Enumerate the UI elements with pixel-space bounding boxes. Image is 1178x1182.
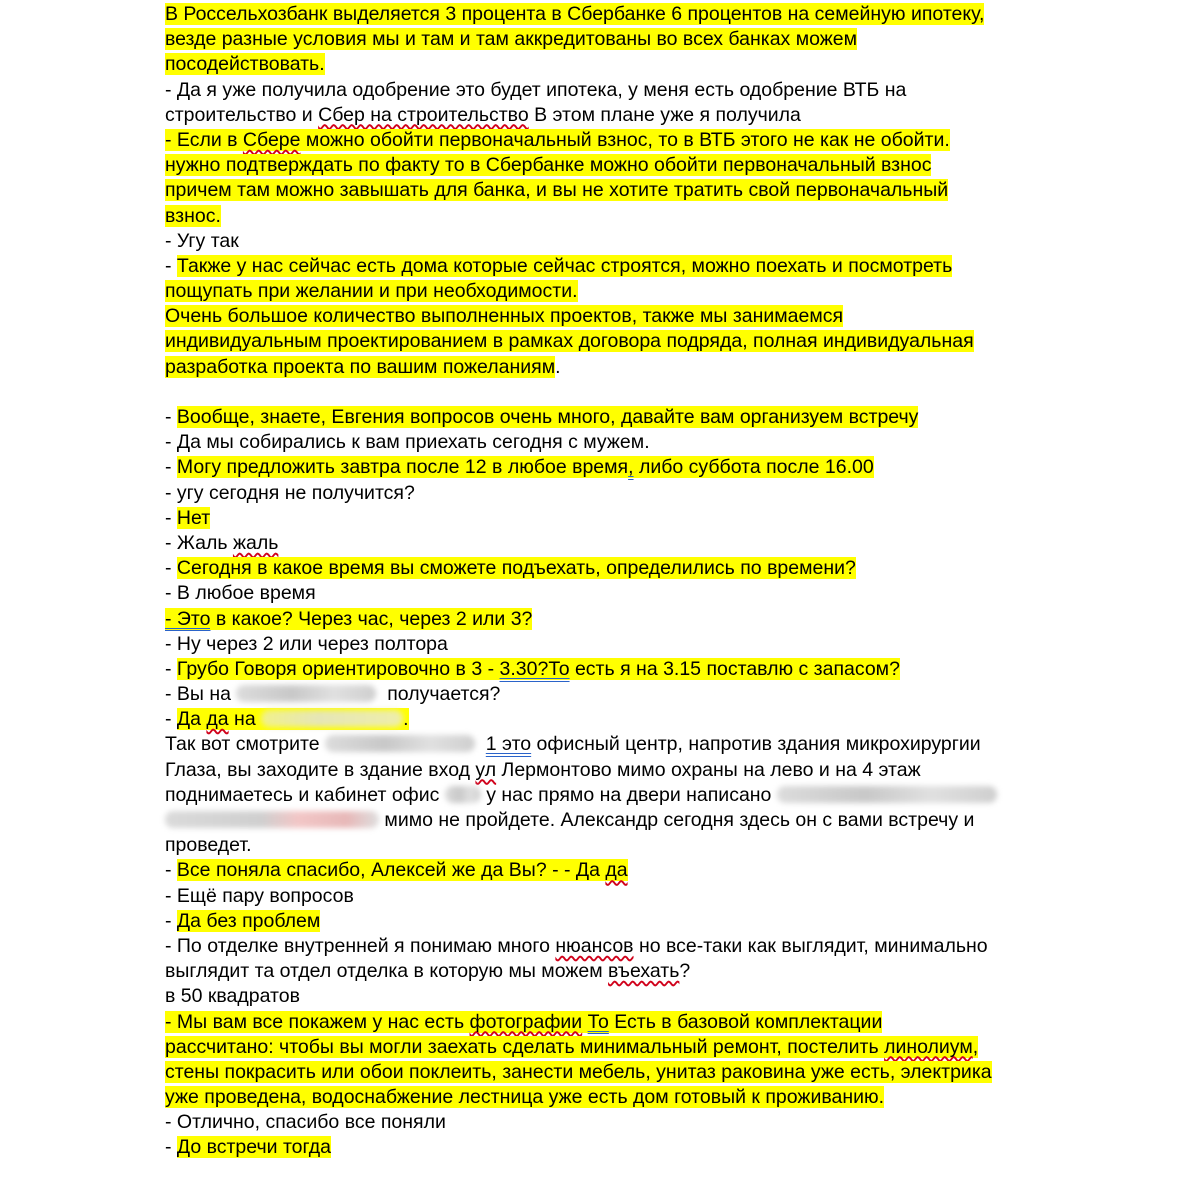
- text-line: [165, 481, 1105, 506]
- highlighted-text: нужно подтверждать по факту то в Сбербанке можно обойти первоначальный взнос: [165, 154, 932, 177]
- text: ,: [972, 1035, 979, 1058]
- grammar-error[interactable]: - Это: [165, 607, 211, 630]
- text-line: [165, 355, 1105, 380]
- highlighted-text: Вообще, знаете, Евгения вопросов очень много, давайте вам организуем встречу: [176, 406, 919, 428]
- redacted-text: [165, 811, 379, 828]
- text-line: [165, 758, 1105, 783]
- text: у нас прямо на двери написано: [480, 783, 777, 806]
- text-line: [165, 128, 1105, 153]
- text: выглядит та отдел отделка в которую мы можем: [165, 960, 609, 983]
- text-line: [165, 27, 1105, 52]
- highlighted-text: До встречи тогда: [176, 1136, 331, 1159]
- text-line: [165, 52, 1105, 77]
- highlighted-text: Нет: [176, 506, 211, 529]
- redacted-text: [325, 735, 475, 752]
- text: Все поняла спасибо, Алексей же да Вы? - - Да: [176, 859, 606, 882]
- text: Грубо Говоря ориентировочно в 3 -: [176, 657, 500, 680]
- highlighted-text: везде разные условия мы и там и там аккредитованы во всех банках можем: [165, 28, 858, 51]
- text-line: [165, 229, 1105, 254]
- grammar-error[interactable]: 3.30?То: [499, 657, 570, 680]
- text-line: [165, 707, 1105, 732]
- text-line: [165, 506, 1105, 531]
- spelling-error[interactable]: нюансов: [555, 934, 634, 957]
- text: есть я на 3.15 поставлю с запасом?: [569, 657, 900, 680]
- text-line: [165, 581, 1105, 606]
- text: рассчитано: чтобы вы могли заехать сделать минимальный ремонт, постелить: [165, 1035, 885, 1058]
- highlighted-text: Сегодня в какое время вы сможете подъехать, определились по времени?: [176, 557, 856, 580]
- text: строительство и: [165, 103, 319, 126]
- text: мимо не пройдете. Александр сегодня здесь он с вами встречу и: [379, 809, 975, 831]
- text-line: [165, 204, 1105, 229]
- redacted-text: [445, 786, 481, 803]
- text: - В любое время: [165, 582, 316, 605]
- text: Да: [176, 708, 207, 731]
- grammar-error[interactable]: 1 это: [485, 733, 532, 756]
- highlighted-text: индивидуальным проектированием в рамках договора подряда, полная индивидуальная: [165, 330, 974, 353]
- text: - Да мы собирались к вам приехать сегодня с мужем.: [165, 431, 650, 454]
- spelling-error[interactable]: жаль: [232, 531, 279, 554]
- highlighted-text: причем там можно завышать для банка, и вы не хотите тратить свой первоначальный: [165, 179, 949, 202]
- highlighted-text: [165, 1036, 978, 1058]
- text: -: [165, 506, 177, 529]
- text: - По отделке внутренней я понимаю много: [165, 934, 556, 957]
- text: Так вот смотрите: [165, 733, 325, 756]
- text: - Вы на: [165, 683, 237, 706]
- text-line: [165, 78, 1105, 103]
- text: получается?: [387, 683, 501, 706]
- highlighted-text: взнос.: [165, 204, 221, 227]
- text-line: [165, 808, 1105, 833]
- text: но все-таки как выглядит, минимально: [633, 934, 988, 957]
- highlighted-text: [177, 456, 874, 478]
- highlighted-text: Очень большое количество выполненных проектов, также мы занимаемся: [165, 305, 844, 328]
- text-line: [165, 178, 1105, 203]
- text-line: [165, 1085, 1105, 1110]
- text-line: [165, 531, 1105, 556]
- text: - Если в: [165, 128, 243, 151]
- highlighted-text: посодействовать.: [165, 53, 325, 76]
- text: - угу сегодня не получится?: [165, 481, 415, 504]
- spelling-error[interactable]: Сбер на строительство: [318, 103, 529, 126]
- highlighted-text: [165, 129, 950, 151]
- text-line: [165, 984, 1105, 1009]
- text: -: [165, 859, 177, 882]
- text-line: [165, 304, 1105, 329]
- text: -: [165, 254, 177, 277]
- text-line: [165, 657, 1105, 682]
- text-line: [165, 909, 1105, 934]
- text-line: [165, 934, 1105, 959]
- text-line: [165, 884, 1105, 909]
- redacted-text: [236, 685, 376, 702]
- text: Лермонтово мимо охраны на лево и на 4 этаж: [496, 758, 921, 781]
- spelling-error[interactable]: линолиум: [884, 1035, 973, 1058]
- redacted-text: [261, 710, 403, 727]
- highlighted-text: стены покрасить или обои поклеить, занести мебель, унитаз раковина уже есть, электрика: [165, 1060, 992, 1083]
- empty-line: [165, 380, 1105, 405]
- highlighted-text: Да без проблем: [176, 909, 321, 932]
- highlighted-text: пощупать при желании и при необходимости.: [165, 280, 578, 303]
- text-line: [165, 858, 1105, 883]
- text-line: [165, 732, 1105, 757]
- text-line: [165, 430, 1105, 455]
- text: офисный центр, напротив здания микрохирургии: [531, 733, 981, 756]
- text-line: [165, 279, 1105, 304]
- text-line: [165, 1035, 1105, 1060]
- text-line: [165, 405, 1105, 430]
- text: - Мы вам все покажем у нас есть: [165, 1010, 470, 1033]
- text: Могу предложить завтра после 12 в любое время: [176, 456, 629, 479]
- text-line: [165, 833, 1105, 858]
- text: -: [165, 406, 177, 428]
- text: -: [165, 557, 177, 580]
- text-line: [165, 153, 1105, 178]
- text: либо суббота после 16.00: [633, 456, 874, 479]
- highlighted-text: [177, 708, 409, 730]
- text-line: [165, 1060, 1105, 1085]
- text: В этом плане уже я получила: [528, 103, 801, 126]
- text: - Да я уже получила одобрение это будет ипотека, у меня есть одобрение ВТБ на: [165, 78, 907, 101]
- text: на: [228, 708, 262, 731]
- redacted-text: [777, 786, 997, 803]
- text: Глаза, вы заходите в здание вход: [165, 758, 476, 781]
- spelling-error[interactable]: ул: [475, 758, 497, 781]
- spelling-error[interactable]: въехать: [608, 960, 680, 983]
- text-line: [165, 682, 1105, 707]
- highlighted-text: В Россельхозбанк выделяется 3 процента в Сбербанке 6 процентов на семейную ипотеку,: [165, 3, 985, 25]
- text-line: [165, 254, 1105, 279]
- text-line: [165, 783, 1105, 808]
- text: в 50 квадратов: [165, 985, 300, 1008]
- highlighted-text: разработка проекта по вашим пожеланиям: [165, 355, 556, 378]
- text: - Ну через 2 или через полтора: [165, 632, 448, 655]
- text-line: [165, 607, 1105, 632]
- spelling-error[interactable]: Сбере: [242, 128, 301, 151]
- text: .: [403, 708, 409, 731]
- highlighted-text: уже проведена, водоснабжение лестница уже есть дом готовый к проживанию.: [165, 1086, 885, 1109]
- text-line: [165, 556, 1105, 581]
- text: поднимаетесь и кабинет офис: [165, 783, 445, 806]
- text-line: [165, 2, 1105, 27]
- text: Есть в базовой комплектации: [608, 1010, 883, 1033]
- document-page: [165, 2, 1105, 1161]
- highlighted-text: [177, 859, 628, 881]
- text: - Ещё пару вопросов: [165, 884, 354, 907]
- text: -: [165, 657, 177, 680]
- text: можно обойти первоначальный взнос, то в ВТБ этого не как не обойти.: [300, 128, 950, 151]
- spelling-error[interactable]: да: [206, 708, 229, 731]
- text: .: [555, 355, 561, 378]
- text: проведет.: [165, 834, 252, 857]
- text: -: [165, 456, 177, 479]
- text: ?: [679, 960, 691, 983]
- text-line: [165, 1010, 1105, 1035]
- text-line: [165, 103, 1105, 128]
- text: - Жаль: [165, 531, 233, 554]
- text-line: [165, 1110, 1105, 1135]
- text-line: [165, 455, 1105, 480]
- text-line: [165, 632, 1105, 657]
- text: -: [165, 1136, 177, 1159]
- text-line: [165, 1135, 1105, 1160]
- text: - Угу так: [165, 229, 239, 252]
- text-line: [165, 959, 1105, 984]
- spelling-error[interactable]: да: [605, 859, 628, 882]
- highlighted-text: [177, 658, 900, 680]
- highlighted-text: в какое? Через час, через 2 или 3?: [210, 607, 533, 630]
- text: - Отлично, спасибо все поняли: [165, 1111, 446, 1134]
- text: -: [165, 708, 177, 731]
- grammar-error[interactable]: То: [587, 1010, 609, 1033]
- spelling-error[interactable]: фотографии: [469, 1010, 583, 1033]
- grammar-error[interactable]: ,: [628, 456, 634, 479]
- text-line: [165, 329, 1105, 354]
- highlighted-text: Также у нас сейчас есть дома которые сейчас строятся, можно поехать и посмотреть: [176, 254, 953, 277]
- highlighted-text: [165, 1011, 882, 1033]
- text: -: [165, 909, 177, 932]
